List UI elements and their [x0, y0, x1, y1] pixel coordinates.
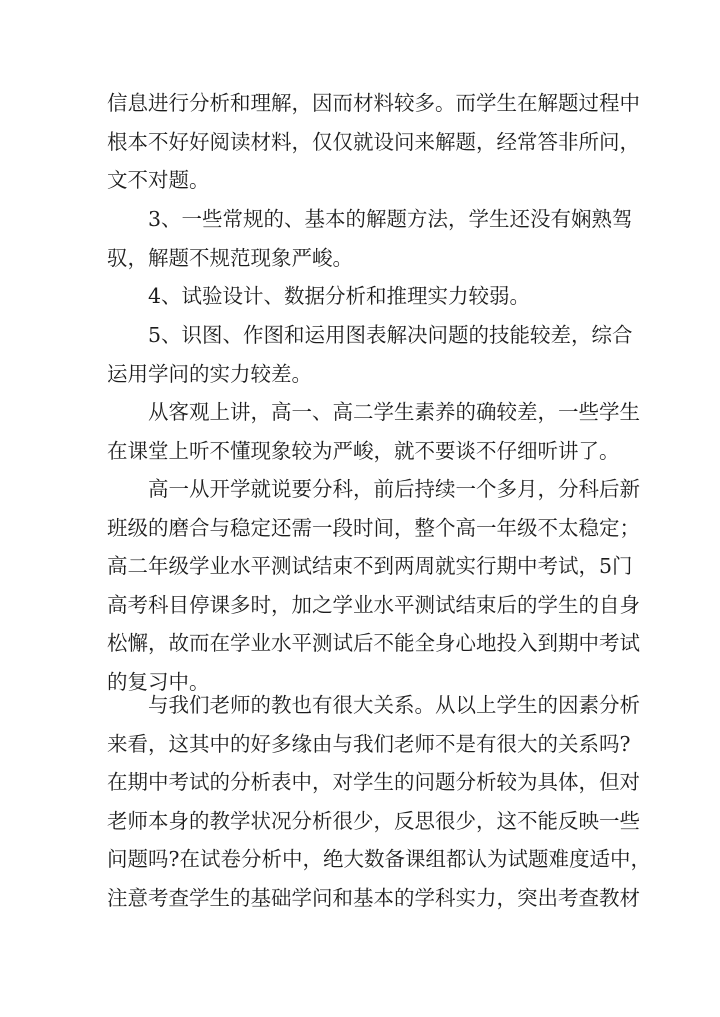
paragraph-line: 在课堂上听不懂现象较为严峻，就不要谈不仔细听讲了。: [107, 438, 620, 463]
paragraph-line: 的复习中。: [107, 669, 210, 694]
paragraph-line: 高一从开学就说要分科，前后持续一个多月，分科后新: [148, 477, 640, 501]
paragraph-line: 与我们老师的教也有很大关系。从以上学生的因素分析: [148, 693, 640, 717]
paragraph-line: 高二年级学业水平测试结束不到两周就实行期中考试，5门: [107, 554, 633, 578]
paragraph-grade-situation: [107, 470, 640, 701]
paragraph-analysis-continuation: [107, 84, 640, 200]
paragraph-line: 松懈，故而在学业水平测试后不能全身心地投入到期中考试: [107, 631, 640, 655]
paragraph-line: 3、一些常规的、基本的解题方法，学生还没有娴熟驾: [148, 207, 633, 231]
paragraph-teacher-factors: [107, 686, 651, 917]
paragraph-line: 班级的磨合与稳定还需一段时间，整个高一年级不太稳定；: [107, 515, 640, 540]
paragraph-line: 驭，解题不规范现象严峻。: [107, 245, 353, 270]
paragraph-line: 信息进行分析和理解，因而材料较多。而学生在解题过程中: [107, 91, 640, 115]
paragraph-line: 来看，这其中的好多缘由与我们老师不是有很大的关系吗?: [107, 731, 631, 756]
paragraph-line: 老师本身的教学状况分析很少，反思很少，这不能反映一些: [107, 808, 640, 833]
paragraph-objective-view: [107, 393, 640, 470]
paragraph-line: 运用学问的实力较差。: [107, 361, 312, 386]
paragraph-item-3: [107, 200, 633, 277]
paragraph-line: 4、试验设计、数据分析和推理实力较弱。: [148, 284, 531, 308]
paragraph-item-4: [107, 277, 615, 316]
paragraph-line: 5、识图、作图和运用图表解决问题的技能较差，综合: [148, 323, 633, 347]
paragraph-line: 在期中考试的分析表中，对学生的问题分析较为具体，但对: [107, 770, 640, 794]
paragraph-item-5: [107, 316, 633, 393]
paragraph-line: 问题吗?在试卷分析中，绝大数备课组都认为试题难度适中，: [107, 847, 651, 871]
paragraph-line: 根本不好好阅读材料，仅仅就设问来解题，经常答非所问，: [107, 129, 640, 154]
paragraph-line: 从客观上讲，高一、高二学生素养的确较差，一些学生: [148, 400, 640, 424]
paragraph-line: 高考科目停课多时，加之学业水平测试结束后的学生的自身: [107, 592, 640, 617]
paragraph-line: 注意考查学生的基础学问和基本的学科实力，突出考查教材: [107, 885, 640, 910]
paragraph-line: 文不对题。: [107, 168, 210, 192]
